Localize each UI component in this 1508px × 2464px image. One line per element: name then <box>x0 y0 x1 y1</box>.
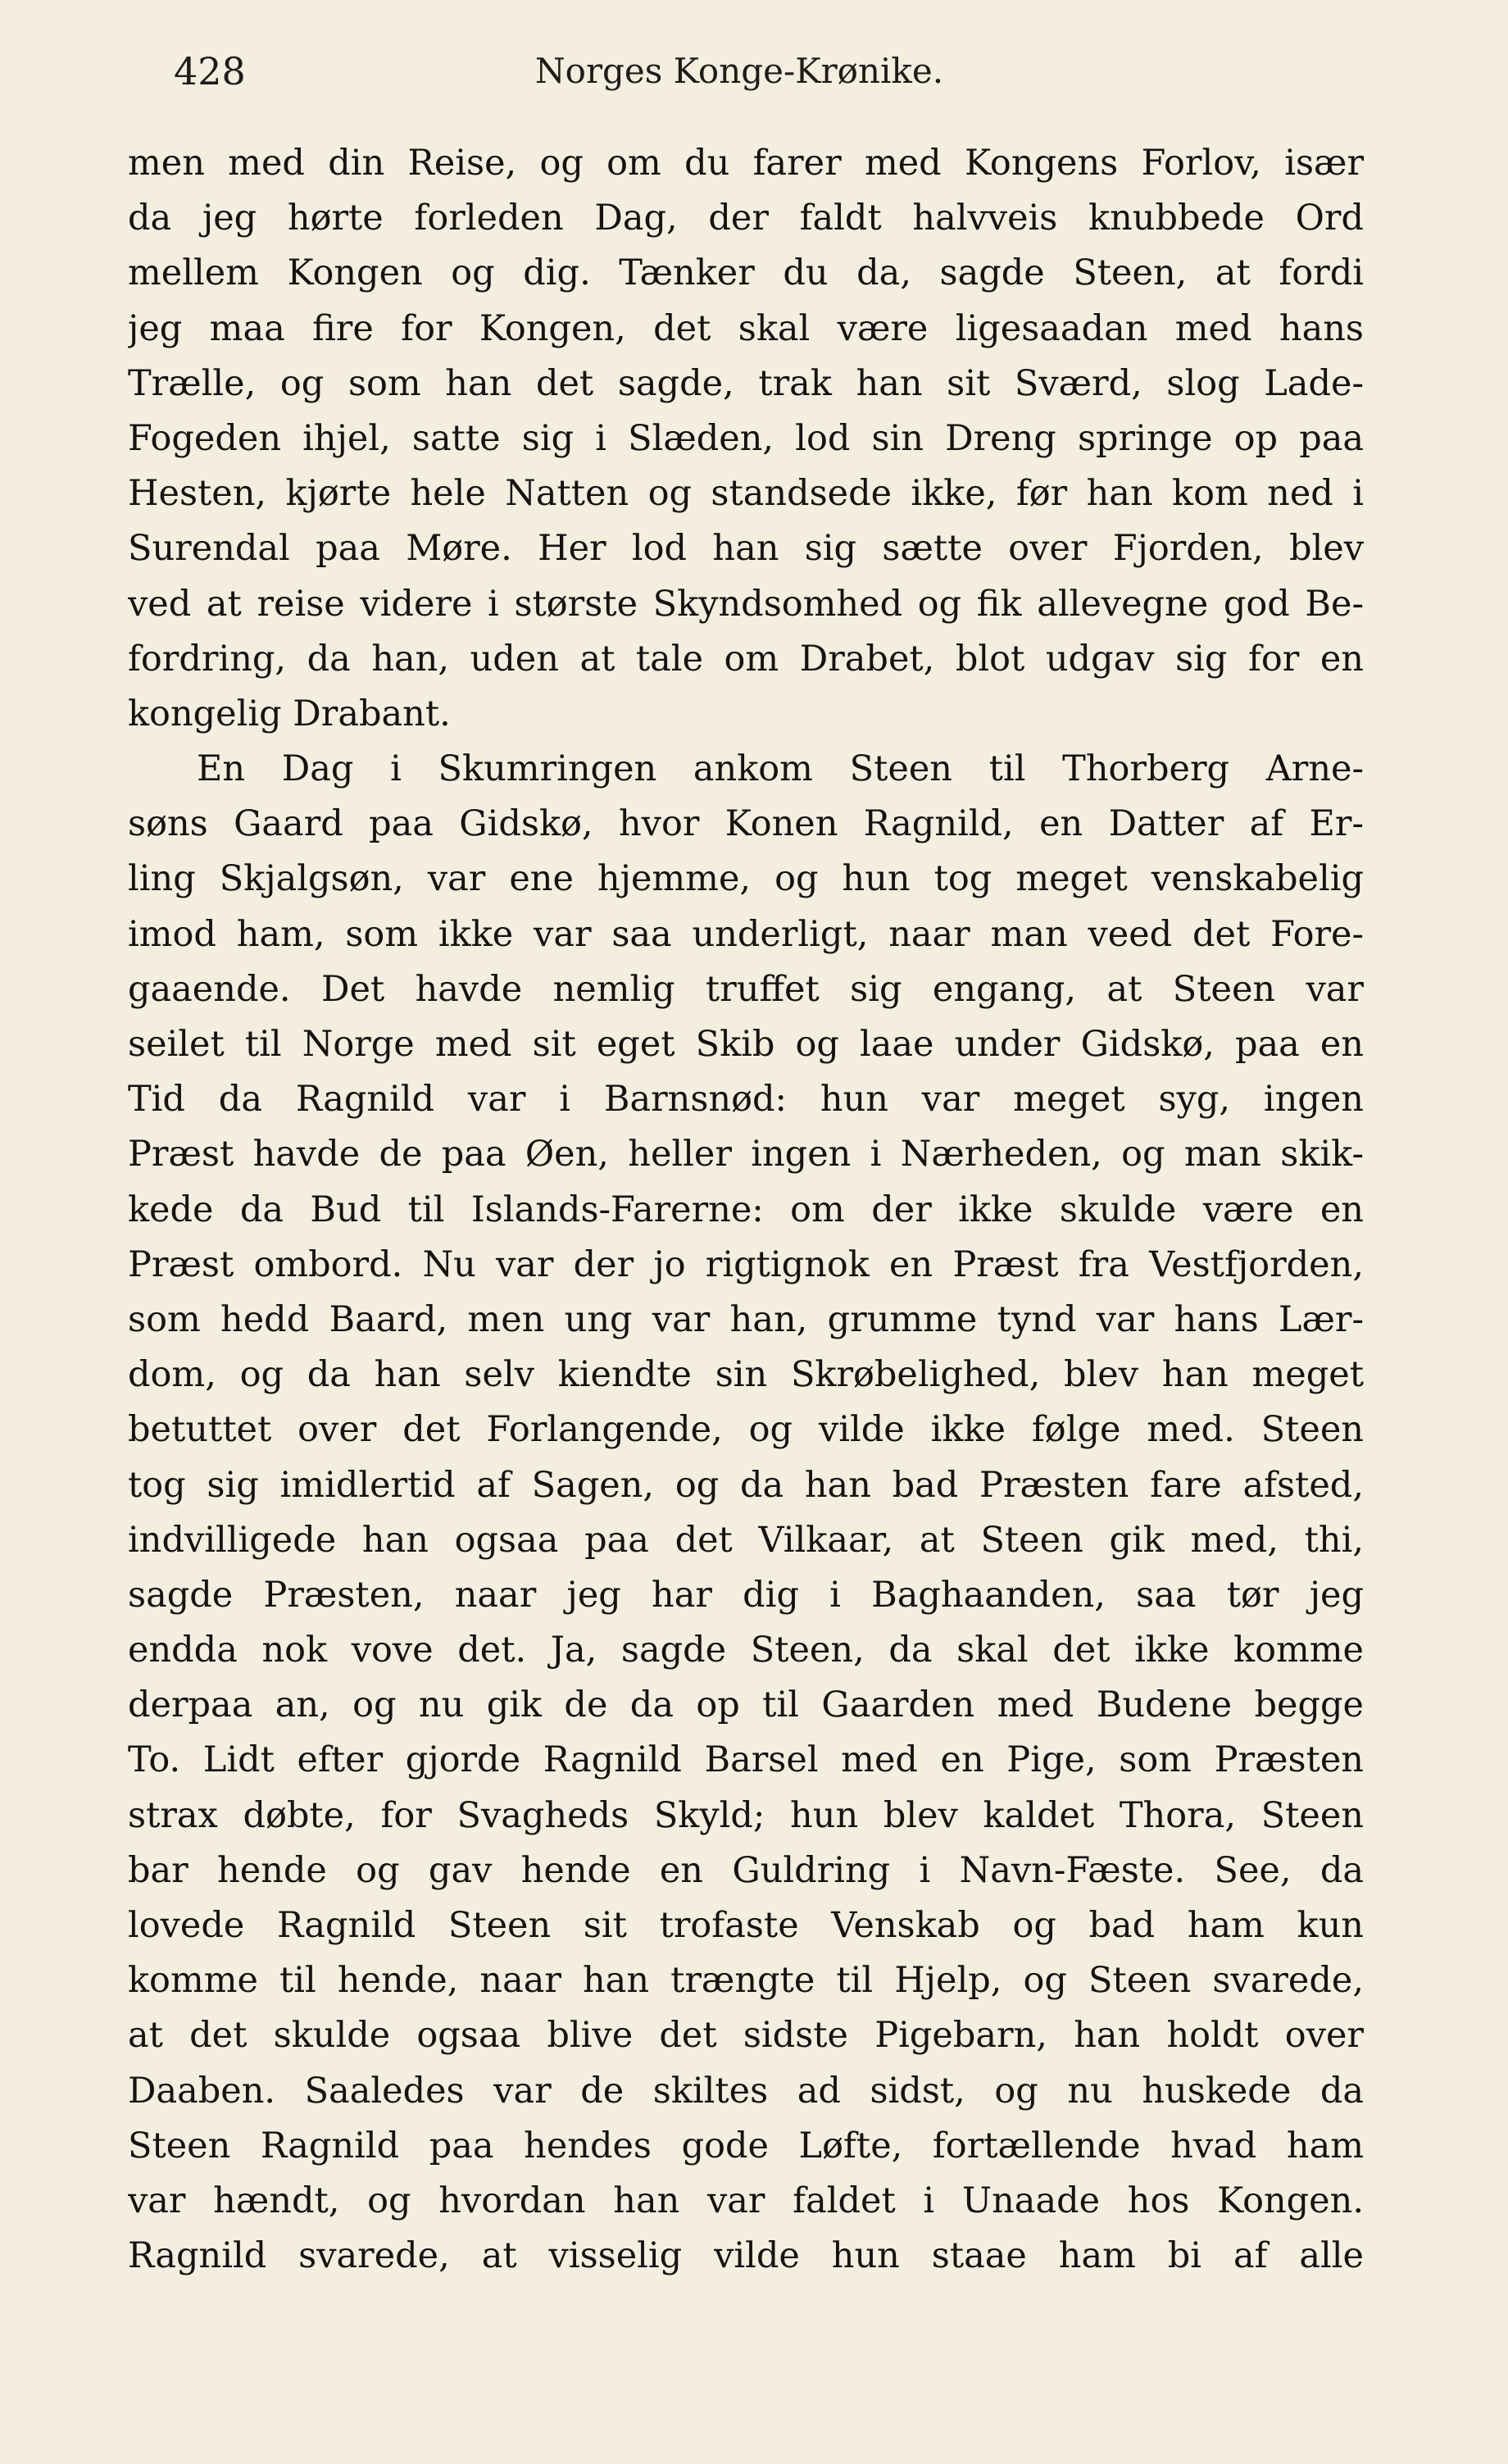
text-line: jeg maa fire for Kongen, det skal være ligesaadan med hans <box>128 307 1364 349</box>
text-line: Surendal paa Møre. Her lod han sig sætte over Fjorden, blev <box>128 528 1364 570</box>
text-line: ved at reise videre i største Skyndsomhed og fik allevegne god Be- <box>128 583 1364 625</box>
text-line: To. Lidt efter gjorde Ragnild Barsel med en Pige, som Præsten <box>128 1739 1364 1781</box>
text-line: Trælle, og som han det sagde, trak han sit Sværd, slog Lade- <box>128 362 1364 404</box>
page-header <box>174 43 1362 100</box>
text-line: som hedd Baard, men ung var han, grumme tynd var hans Lær- <box>128 1298 1364 1340</box>
text-line: seilet til Norge med sit eget Skib og laae under Gidskø, paa en <box>128 1024 1364 1065</box>
text-line: kongelig Drabant. <box>128 693 451 734</box>
text-line: En Dag i Skumringen ankom Steen til Thorberg Arne- <box>197 748 1364 790</box>
text-line: Steen Ragnild paa hendes gode Løfte, fortællende hvad ham <box>128 2125 1364 2166</box>
text-line: kede da Bud til Islands-Farerne: om der ikke skulde være en <box>128 1189 1364 1230</box>
text-line: komme til hende, naar han trængte til Hjelp, og Steen svarede, <box>128 1960 1364 2002</box>
text-line: sagde Præsten, naar jeg har dig i Baghaanden, saa tør jeg <box>128 1574 1364 1616</box>
text-line: mellem Kongen og dig. Tænker du da, sagde Steen, at fordi <box>128 252 1364 294</box>
text-line: Præst havde de paa Øen, heller ingen i Nærheden, og man skik- <box>128 1134 1364 1175</box>
text-line: da jeg hørte forleden Dag, der faldt halvveis knubbede Ord <box>128 198 1364 239</box>
text-line: Hesten, kjørte hele Natten og standsede ikke, før han kom ned i <box>128 473 1364 515</box>
text-line: betuttet over det Forlangende, og vilde ikke følge med. Steen <box>128 1409 1364 1451</box>
text-line: fordring, da han, uden at tale om Drabet, blot udgav sig for en <box>128 638 1364 680</box>
body-text <box>128 136 1364 2284</box>
text-line: ling Skjalgsøn, var ene hjemme, og hun tog meget venskabelig <box>128 858 1364 900</box>
text-line: dom, og da han selv kiendte sin Skrøbelighed, blev han meget <box>128 1354 1364 1396</box>
text-line: endda nok vove det. Ja, sagde Steen, da skal det ikke komme <box>128 1630 1364 1671</box>
text-line: Præst ombord. Nu var der jo rigtignok en Præst fra Vestfjorden, <box>128 1243 1364 1285</box>
text-line: søns Gaard paa Gidskø, hvor Konen Ragnild, en Datter af Er- <box>128 803 1364 845</box>
text-line: Daaben. Saaledes var de skiltes ad sidst, og nu huskede da <box>128 2070 1364 2112</box>
text-line: gaaende. Det havde nemlig truffet sig engang, at Steen var <box>128 968 1364 1010</box>
text-line: tog sig imidlertid af Sagen, og da han bad Præsten fare afsted, <box>128 1464 1364 1506</box>
text-line: bar hende og gav hende en Guldring i Navn-Fæste. See, da <box>128 1849 1364 1891</box>
page-number: 428 <box>174 49 246 93</box>
text-line: Tid da Ragnild var i Barnsnød: hun var meget syg, ingen <box>128 1079 1364 1121</box>
text-line: derpaa an, og nu gik de da op til Gaarden med Budene begge <box>128 1684 1364 1726</box>
running-title: Norges Konge-Krønike. <box>534 51 944 91</box>
text-line: strax døbte, for Svagheds Skyld; hun blev kaldet Thora, Steen <box>128 1794 1364 1836</box>
text-line: lovede Ragnild Steen sit trofaste Venskab og bad ham kun <box>128 1905 1364 1946</box>
text-line: men med din Reise, og om du farer med Kongens Forlov, især <box>128 143 1364 184</box>
text-line: at det skulde ogsaa blive det sidste Pigebarn, han holdt over <box>128 2015 1364 2057</box>
text-line: indvilligede han ogsaa paa det Vilkaar, at Steen gik med, thi, <box>128 1519 1364 1561</box>
text-line: imod ham, som ikke var saa underligt, naar man veed det Fore- <box>128 913 1364 955</box>
text-line: var hændt, og hvordan han var faldet i Unaade hos Kongen. <box>128 2180 1364 2221</box>
text-line: Fogeden ihjel, satte sig i Slæden, lod sin Dreng springe op paa <box>128 417 1364 459</box>
text-line: Ragnild svarede, at visselig vilde hun staae ham bi af alle <box>128 2235 1364 2277</box>
